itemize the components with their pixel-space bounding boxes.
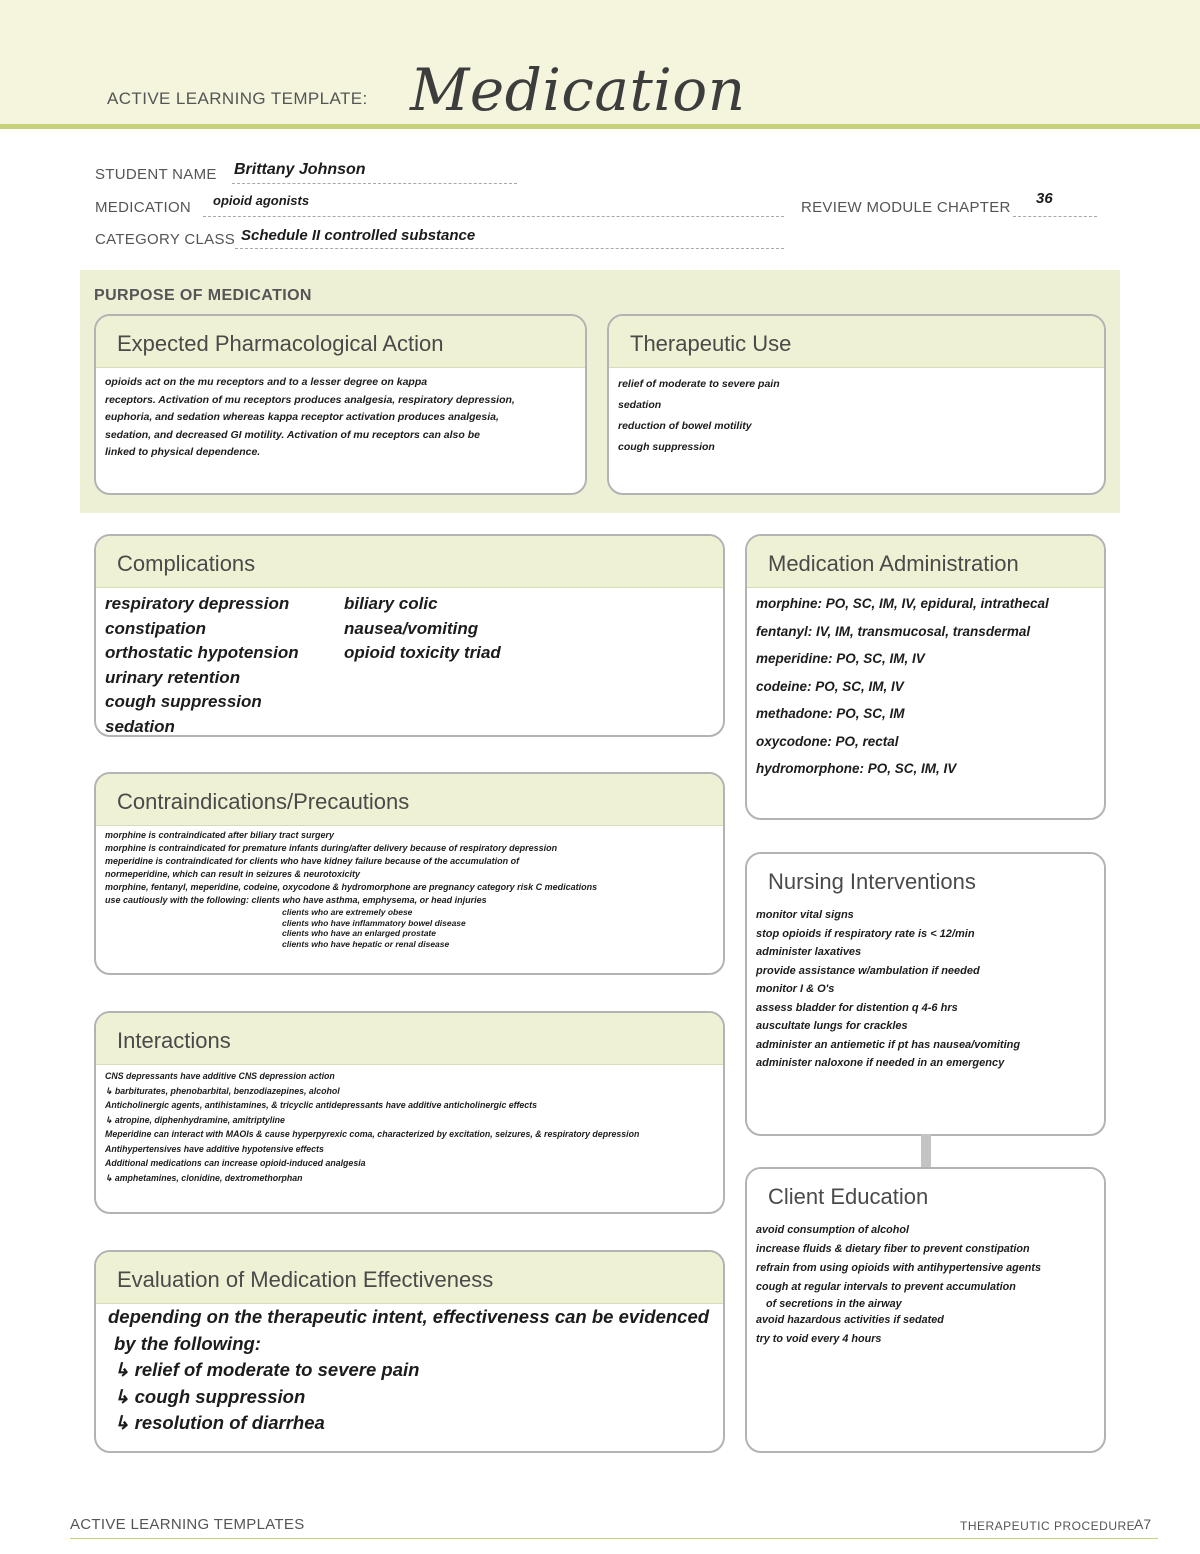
therapeutic-use-line: sedation [618,399,662,411]
evaluation-line: by the following: [114,1332,261,1354]
pharm-action-content[interactable] [96,368,585,462]
interaction-line: Additional medications can increase opioid-induced analgesia [105,1158,366,1168]
interaction-line: Meperidine can interact with MAOIs & cause hyperpyrexic coma, characterized by excitation, seizures, & respiratory depression [105,1129,640,1139]
evaluation-line: depending on the therapeutic intent, effectiveness can be evidenced [108,1306,710,1327]
contraindication-line: normeperidine, which can result in seizures & neurotoxicity [105,869,361,879]
interactions-box [94,1011,725,1214]
review-module-value[interactable]: 36 [1036,190,1053,207]
medication-value[interactable]: opioid agonists [213,193,310,208]
nursing-line: monitor I & O's [756,983,835,995]
client-education-box [745,1167,1106,1453]
client-education-line: refrain from using opioids with antihypertensive agents [756,1262,1041,1274]
nursing-line: assess bladder for distention q 4-6 hrs [756,1001,958,1014]
review-module-label: REVIEW MODULE CHAPTER [801,199,1011,216]
medication-label: MEDICATION [95,199,192,216]
contraindication-subline: clients who are extremely obese [282,907,413,917]
interaction-line: Antihypertensives have additive hypotensive effects [105,1143,324,1154]
nursing-line: administer an antiemetic if pt has nausea/vomiting [756,1038,1021,1051]
contraindications-box [94,772,725,975]
complication-item: constipation [105,618,207,638]
box-connector [921,1134,931,1167]
nursing-line: monitor vital signs [756,909,854,921]
contraindication-subline: clients who have hepatic or renal disease [282,938,450,949]
nursing-content[interactable] [747,906,1104,1073]
therapeutic-use-line: reduction of bowel motility [618,420,752,432]
interaction-line: Anticholinergic agents, antihistamines, & tricyclic antidepressants have additive anticholinergic effects [105,1100,537,1110]
contraindications-content[interactable] [96,826,723,949]
nursing-line: stop opioids if respiratory rate is < 12/min [756,927,975,940]
complications-box [94,534,725,737]
administration-content[interactable] [747,588,1104,783]
complication-item: respiratory depression [105,594,290,613]
header-rule [0,124,1200,129]
administration-line: hydromorphone: PO, SC, IM, IV [756,761,957,776]
footer-left-label: ACTIVE LEARNING TEMPLATES [70,1516,305,1533]
complication-item: cough suppression [105,692,262,711]
client-education-content[interactable] [747,1221,1104,1349]
contraindication-sublist [105,907,715,949]
review-module-line [1013,197,1097,217]
evaluation-line: ↳ resolution of diarrhea [114,1412,325,1433]
pharm-action-line: sedation, and decreased GI motility. Activation of mu receptors can also be [105,428,480,441]
evaluation-content[interactable] [96,1304,723,1437]
interaction-line: ↳ atropine, diphenhydramine, amitriptyline [105,1114,285,1125]
contraindication-line: use cautiously with the following: clients who have asthma, emphysema, or head injuries [105,895,487,905]
administration-line: meperidine: PO, SC, IM, IV [756,651,925,666]
administration-line: methadone: PO, SC, IM [756,706,905,721]
contraindication-subline: clients who have inflammatory bowel disease [282,917,466,928]
footer-rule [70,1538,1158,1539]
therapeutic-use-line: relief of moderate to severe pain [618,378,780,390]
client-education-title: Client Education [747,1169,1104,1221]
evaluation-box [94,1250,725,1453]
header-pre-title: ACTIVE LEARNING TEMPLATE: [107,89,368,108]
administration-title: Medication Administration [747,536,1104,588]
administration-line: morphine: PO, SC, IM, IV, epidural, intrathecal [756,596,1049,611]
contraindication-subline: clients who have an enlarged prostate [282,928,436,938]
footer-page-number: A7 [1134,1516,1152,1532]
complication-item: urinary retention [105,667,241,687]
contraindication-line: meperidine is contraindicated for clients who have kidney failure because of the accumulation of [105,856,520,866]
interactions-content[interactable] [96,1065,723,1185]
client-education-line: of secretions in the airway [766,1298,902,1310]
nursing-line: administer laxatives [756,946,862,958]
administration-line: oxycodone: PO, rectal [756,733,899,749]
contraindication-line: morphine is contraindicated for premature infants during/after delivery because of respiratory depression [105,843,558,853]
nursing-title: Nursing Interventions [747,854,1104,906]
therapeutic-use-box [607,314,1106,495]
contraindication-line: morphine, fentanyl, meperidine, codeine, oxycodone & hydromorphone are pregnancy category risk C medications [105,882,598,892]
complications-col-2 [344,592,501,666]
therapeutic-use-line: cough suppression [618,441,715,453]
administration-line: fentanyl: IV, IM, transmucosal, transdermal [756,623,1031,639]
nursing-line: provide assistance w/ambulation if needed [756,964,980,977]
complications-content[interactable] [96,588,723,734]
evaluation-line: ↳ cough suppression [114,1385,306,1407]
contraindications-title: Contraindications/Precautions [96,774,723,826]
interaction-line: ↳ amphetamines, clonidine, dextromethorphan [105,1172,303,1183]
administration-line: codeine: PO, SC, IM, IV [756,678,904,694]
category-class-label: CATEGORY CLASS [95,231,236,248]
client-education-line: avoid consumption of alcohol [756,1224,909,1236]
nursing-line: administer naloxone if needed in an emergency [756,1057,1005,1069]
evaluation-line: ↳ relief of moderate to severe pain [114,1359,420,1380]
contraindication-line: morphine is contraindicated after biliary tract surgery [105,830,335,840]
complication-item: opioid toxicity triad [344,643,501,662]
student-name-label: STUDENT NAME [95,166,217,183]
complications-col-1 [105,592,299,737]
purpose-label: PURPOSE OF MEDICATION [94,287,312,304]
therapeutic-use-title: Therapeutic Use [609,316,1104,368]
pharm-action-line: linked to physical dependence. [105,446,261,458]
therapeutic-use-content[interactable] [609,368,1104,458]
client-education-line: cough at regular intervals to prevent accumulation [756,1281,1016,1293]
pharm-action-line: receptors. Activation of mu receptors produces analgesia, respiratory depression, [105,393,515,406]
client-education-line: increase fluids & dietary fiber to prevent constipation [756,1243,1030,1255]
pharm-action-line: opioids act on the mu receptors and to a lesser degree on kappa [105,376,428,388]
pharm-action-line: euphoria, and sedation whereas kappa receptor activation produces analgesia, [105,411,499,423]
complication-item: biliary colic [344,594,438,613]
interaction-line: CNS depressants have additive CNS depression action [105,1071,335,1081]
page-title: Medication [410,56,746,124]
nursing-line: auscultate lungs for crackles [756,1020,908,1032]
interactions-title: Interactions [96,1013,723,1065]
nursing-box [745,852,1106,1136]
footer-right-label: THERAPEUTIC PROCEDURE [960,1519,1136,1533]
complication-item: orthostatic hypotension [105,643,299,662]
administration-box [745,534,1106,820]
category-class-value[interactable]: Schedule II controlled substance [241,227,476,244]
complication-item: nausea/vomiting [344,618,479,638]
evaluation-title: Evaluation of Medication Effectiveness [96,1252,723,1304]
student-name-value[interactable]: Brittany Johnson [234,161,366,178]
complication-item: sedation [105,716,175,736]
interaction-line: ↳ barbiturates, phenobarbital, benzodiazepines, alcohol [105,1085,340,1096]
client-education-line: avoid hazardous activities if sedated [756,1314,944,1326]
pharm-action-box [94,314,587,495]
pharm-action-title: Expected Pharmacological Action [96,316,585,368]
complications-title: Complications [96,536,723,588]
client-education-line: try to void every 4 hours [756,1333,882,1345]
